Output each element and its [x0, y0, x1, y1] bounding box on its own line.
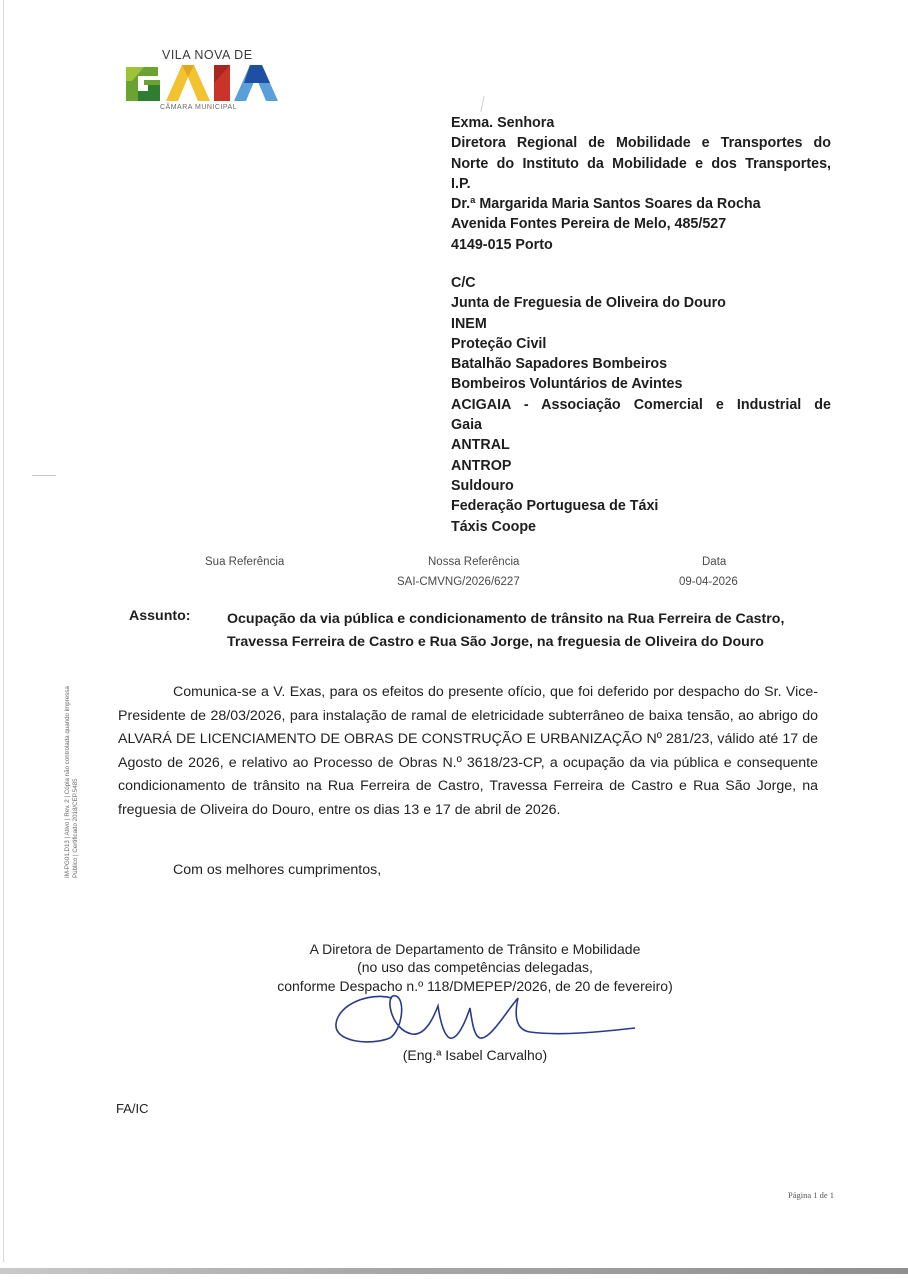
data-value: 09-04-2026	[679, 576, 738, 588]
cc-recipient: ANTRAL	[451, 437, 510, 454]
cc-label: C/C	[451, 275, 476, 291]
logo-bottom-text: CÂMARA MUNICIPAL	[160, 104, 238, 111]
cc-recipient: Junta de Freguesia de Oliveira do Douro	[451, 295, 726, 312]
logo-gaia-mark	[124, 61, 290, 103]
cc-recipient: Suldouro	[451, 477, 514, 494]
data-label: Data	[702, 556, 727, 568]
cc-recipient: Batalhão Sapadores Bombeiros	[451, 356, 668, 373]
page-number: Página 1 de 1	[788, 1190, 835, 1200]
municipality-logo	[122, 46, 292, 116]
cc-recipient: INEM	[451, 315, 487, 332]
pen-mark	[480, 96, 484, 112]
signatory-name: (Eng.ª Isabel Carvalho)	[402, 1047, 548, 1063]
body-paragraph	[118, 681, 818, 822]
side-note-line-2: Público | Certificado 2018/CEP.5485	[71, 778, 79, 878]
cc-recipient: Táxis Coope	[451, 518, 537, 535]
logo-top-text: VILA NOVA DE	[162, 48, 253, 62]
subject-line-2: Travessa Ferreira de Castro e Rua São Jorge, na freguesia de Oliveira do Douro	[227, 634, 764, 650]
cc-recipient: Bombeiros Voluntários de Avintes	[451, 376, 683, 393]
addressee-line: I.P.	[451, 175, 471, 192]
signature-title-line-1: A Diretora de Departamento de Trânsito e Mobilidade	[309, 941, 641, 957]
cc-block	[451, 273, 831, 537]
handwritten-signature	[330, 990, 650, 1052]
closing-line: Com os melhores cumprimentos,	[173, 862, 382, 878]
subject-text	[227, 608, 784, 654]
scan-border-bottom	[0, 1268, 908, 1274]
signature-title-block	[240, 940, 710, 995]
addressee-street: Avenida Fontes Pereira de Melo, 485/527	[451, 216, 727, 233]
subject-label: Assunto:	[129, 608, 191, 624]
nossa-referencia-value: SAI-CMVNG/2026/6227	[397, 576, 520, 588]
side-document-code	[64, 686, 79, 878]
side-note-line-1: IM-PG01.D13 | Ativo | Rev. 2 | Cópia não controlada quando impressa	[64, 686, 71, 878]
signature-title-line-3: conforme Despacho n.º 118/DMEPEP/2026, de 20 de fevereiro)	[277, 977, 673, 994]
cc-recipient: Proteção Civil	[451, 335, 547, 352]
sua-referencia-label: Sua Referência	[205, 556, 285, 568]
addressee-line: Norte do Instituto da Mobilidade e dos Transportes,	[451, 155, 831, 172]
scan-border-left	[3, 0, 4, 1262]
addressee-block	[451, 113, 831, 255]
addressee-name: Dr.ª Margarida Maria Santos Soares da Rocha	[451, 196, 761, 213]
signature-title-line-2: (no uso das competências delegadas,	[357, 959, 593, 976]
author-initials: FA/IC	[116, 1101, 149, 1116]
cc-recipient: ANTROP	[451, 457, 512, 474]
subject-line-1: Ocupação da via pública e condicionamento de trânsito na Rua Ferreira de Castro,	[227, 611, 785, 627]
cc-recipient: ACIGAIA - Associação Comercial e Industrial de	[451, 396, 831, 413]
addressee-line: Diretora Regional de Mobilidade e Transportes do	[451, 135, 831, 152]
cc-recipient: Gaia	[451, 417, 482, 434]
salutation: Exma. Senhora	[451, 115, 555, 131]
fold-mark	[32, 475, 56, 476]
cc-recipient: Federação Portuguesa de Táxi	[451, 498, 659, 515]
addressee-postcode: 4149-015 Porto	[451, 236, 553, 253]
nossa-referencia-label: Nossa Referência	[428, 556, 520, 568]
body-paragraph-text: Comunica-se a V. Exas, para os efeitos do presente ofício, que foi deferido por despacho do Sr. Vice-Presidente de 28/03/2026, para instalação de ramal de eletricidade subterrâneo de baixa tensão, ao abrigo do ALVARÁ DE LICENCIAMENTO DE OBRAS DE CONSTRUÇÃO E URBANIZAÇÃO Nº 281/23, válido até 17 de Agosto de 2026, e relativo ao Processo de Obras N.º 3618/23-CP, a ocupação da via pública e consequente condicionamento de trânsito na Rua Ferreira de Castro, Travessa Ferreira de Castro e Rua São Jorge, na freguesia de Oliveira do Douro, entre os dias 13 e 17 de abril de 2026.	[118, 684, 818, 818]
